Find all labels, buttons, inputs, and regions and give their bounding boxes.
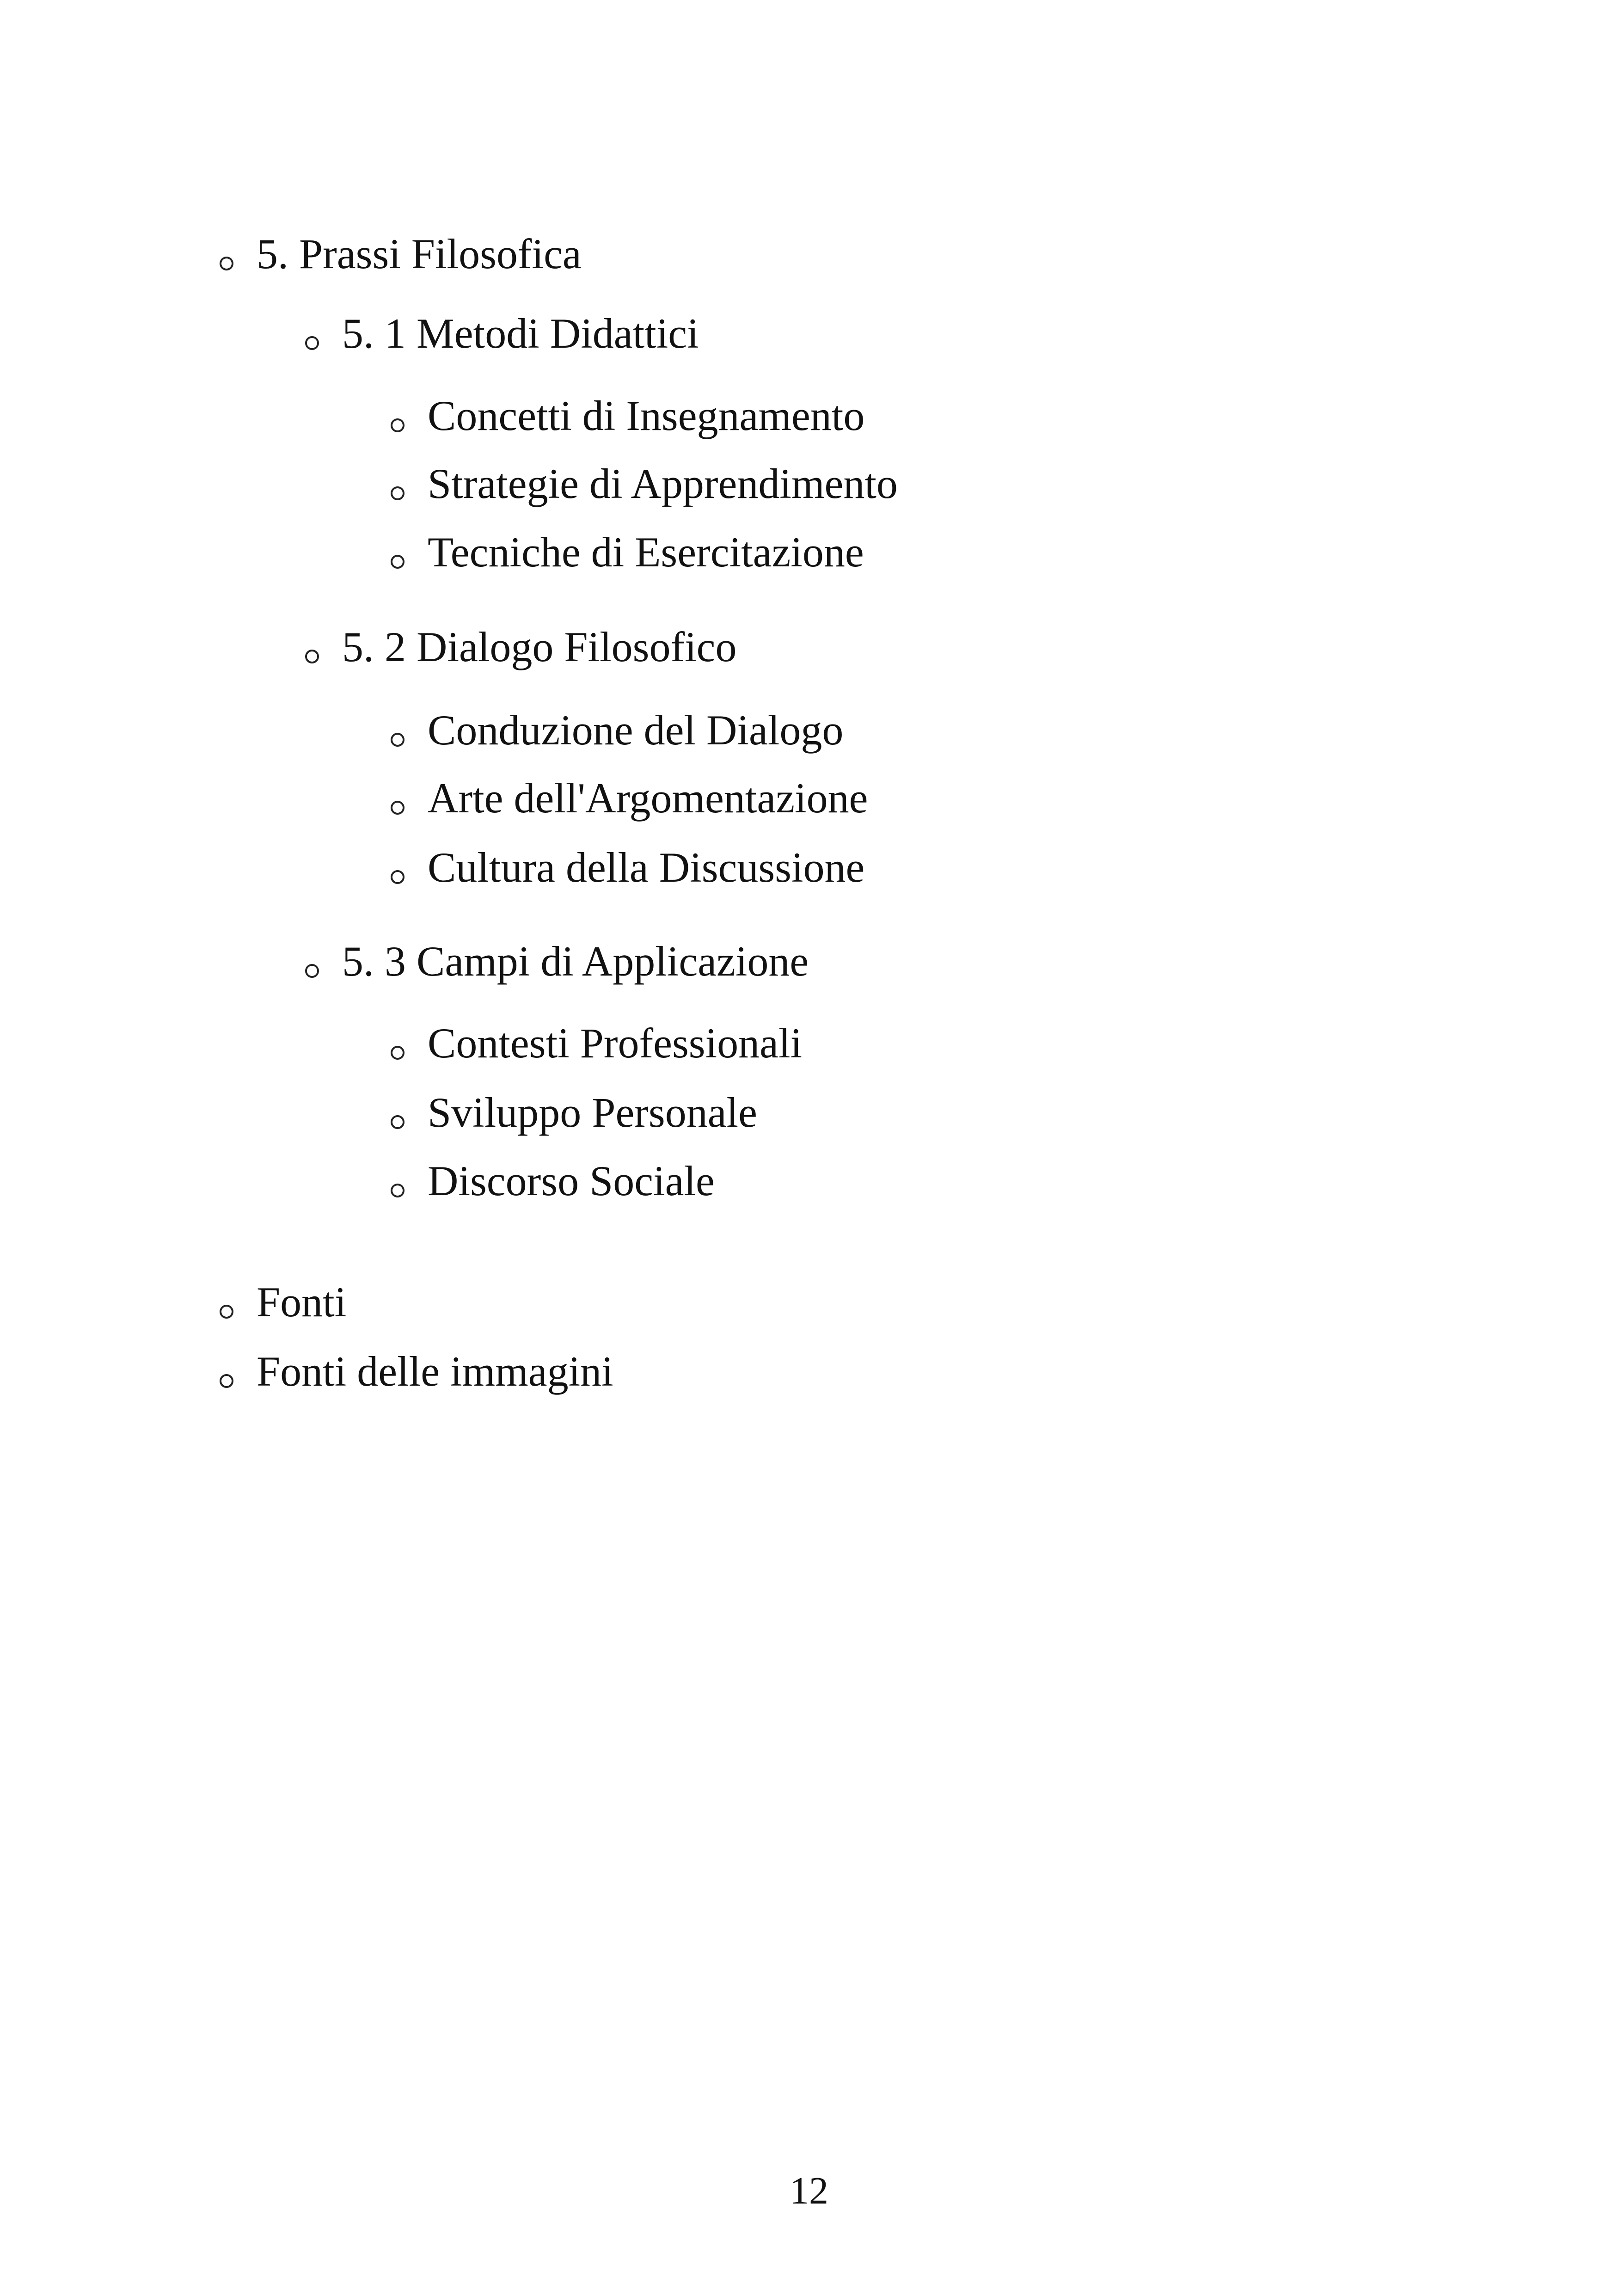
circle-bullet-icon [391,486,404,500]
page-number: 12 [790,2169,828,2212]
circle-bullet-icon [220,1374,233,1388]
circle-bullet-icon [391,418,404,432]
circle-bullet-icon [391,555,404,569]
outline-item-label: Discorso Sociale [428,1157,715,1204]
circle-bullet-icon [391,870,404,884]
circle-bullet-icon [391,1046,404,1060]
circle-bullet-icon [305,650,319,663]
outline-item-label: 5. 2 Dialogo Filosofico [342,623,737,670]
outline-item-label: Fonti delle immagini [257,1348,613,1395]
outline-item-label: Contesti Professionali [428,1019,803,1067]
outline-item-label: Cultura della Discussione [428,844,865,891]
circle-bullet-icon [391,1184,404,1197]
circle-bullet-icon [391,733,404,747]
outline-item-label: Tecniche di Esercitazione [428,528,864,576]
circle-bullet-icon [305,336,319,350]
outline-item-label: Concetti di Insegnamento [428,392,865,439]
outline-item-label: 5. Prassi Filosofica [257,230,582,277]
circle-bullet-icon [391,1115,404,1129]
circle-bullet-icon [391,801,404,815]
circle-bullet-icon [305,964,319,978]
outline-item-label: Sviluppo Personale [428,1089,757,1136]
circle-bullet-icon [220,257,233,270]
circle-bullet-icon [220,1305,233,1319]
outline-item-label: Strategie di Apprendimento [428,460,898,507]
outline-item-label: Arte dell'Argomentazione [428,774,868,822]
outline-item-label: Conduzione del Dialogo [428,706,844,754]
outline-item-label: 5. 1 Metodi Didattici [342,310,699,357]
outline-item-label: Fonti [257,1278,347,1326]
outline-item-label: 5. 3 Campi di Applicazione [342,938,809,985]
